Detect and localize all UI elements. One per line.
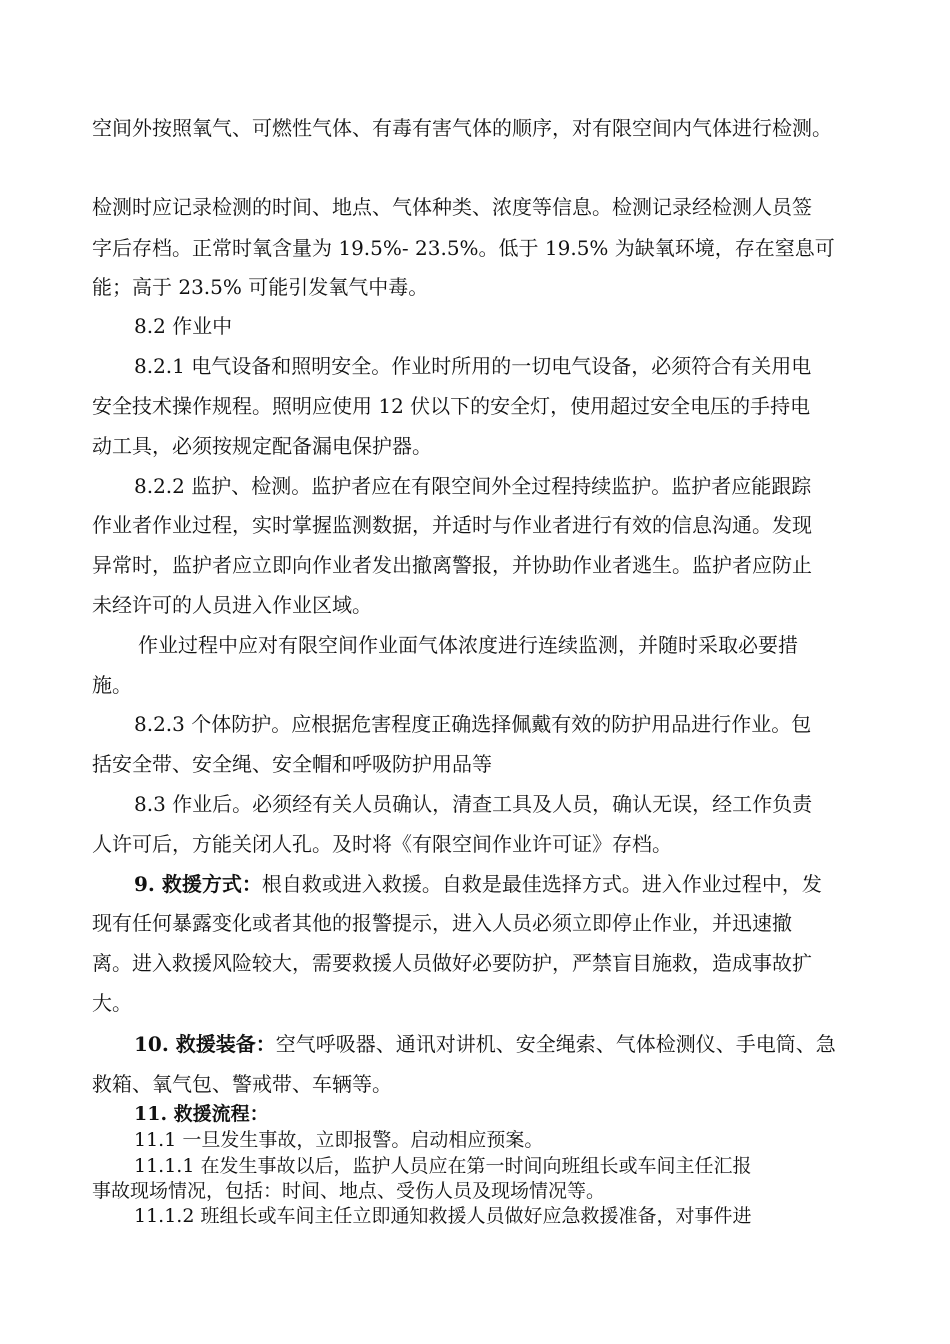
text-line: 8.3 作业后。必须经有关人员确认，清查工具及人员，确认无误，经工作负责 (134, 792, 813, 816)
text-line: 施。 (92, 673, 132, 697)
section-heading-11: 11. 救援流程： (134, 1103, 269, 1125)
section-text: 空气呼吸器、通讯对讲机、安全绳索、气体检测仪、手电筒、急 (275, 1032, 836, 1056)
text-line (134, 868, 822, 897)
text-line: 8.2.2 监护、检测。监护者应在有限空间外全过程持续监护。监护者应能跟踪 (134, 474, 812, 498)
section-text: 根自救或进入救援。自救是最佳选择方式。进入作业过程中，发 (261, 872, 822, 896)
text-line: 字后存档。正常时氧含量为 19.5%- 23.5%。低于 19.5% 为缺氧环境，存在窒息可 (92, 236, 835, 260)
text-line: 8.2.1 电气设备和照明安全。作业时所用的一切电气设备，必须符合有关用电 (134, 354, 812, 378)
text-line: 未经许可的人员进入作业区域。 (92, 593, 372, 617)
text-line: 大。 (92, 991, 132, 1015)
text-line: 现有任何暴露变化或者其他的报警提示，进入人员必须立即停止作业，并迅速撤 (92, 911, 792, 935)
text-line (134, 1028, 836, 1057)
text-line: 空间外按照氧气、可燃性气体、有毒有害气体的顺序，对有限空间内气体进行检测。 (92, 116, 832, 140)
text-line: 作业过程中应对有限空间作业面气体浓度进行连续监测，并随时采取必要措 (138, 633, 798, 657)
text-line: 11.1.1 在发生事故以后，监护人员应在第一时间向班组长或车间主任汇报 (134, 1155, 752, 1177)
text-line: 11.1.2 班组长或车间主任立即通知救援人员做好应急救援准备，对事件进 (134, 1205, 752, 1227)
text-line: 11.1 一旦发生事故，立即报警。启动相应预案。 (134, 1129, 544, 1151)
section-heading-8-2: 8.2 作业中 (134, 314, 233, 338)
text-line: 离。进入救援风险较大，需要救援人员做好必要防护，严禁盲目施救，造成事故扩 (92, 951, 812, 975)
text-line: 8.2.3 个体防护。应根据危害程度正确选择佩戴有效的防护用品进行作业。包 (134, 712, 812, 736)
text-line: 异常时，监护者应立即向作业者发出撤离警报，并协助作业者逃生。监护者应防止 (92, 553, 812, 577)
text-line: 救箱、氧气包、警戒带、车辆等。 (92, 1072, 392, 1096)
text-line: 检测时应记录检测的时间、地点、气体种类、浓度等信息。检测记录经检测人员签 (92, 195, 812, 219)
text-line: 人许可后，方能关闭人孔。及时将《有限空间作业许可证》存档。 (92, 832, 672, 856)
text-line: 安全技术操作规程。照明应使用 12 伏以下的安全灯，使用超过安全电压的手持电 (92, 394, 811, 418)
text-line: 动工具，必须按规定配备漏电保护器。 (92, 434, 432, 458)
section-heading-9: 9. 救援方式： (134, 872, 262, 896)
section-heading-10: 10. 救援装备： (134, 1032, 276, 1056)
text-line: 括安全带、安全绳、安全帽和呼吸防护用品等 (92, 752, 492, 776)
text-line: 能；高于 23.5% 可能引发氧气中毒。 (92, 275, 429, 299)
text-line: 事故现场情况，包括：时间、地点、受伤人员及现场情况等。 (92, 1180, 606, 1202)
text-line: 作业者作业过程，实时掌握监测数据，并适时与作业者进行有效的信息沟通。发现 (92, 513, 812, 537)
